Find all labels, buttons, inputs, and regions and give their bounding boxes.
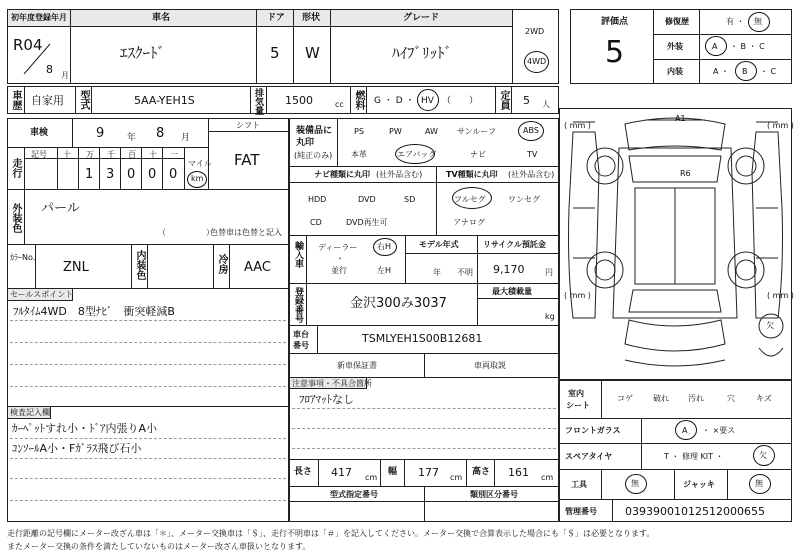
- chassis-label-1: 車台: [293, 330, 309, 339]
- divider: [424, 353, 425, 377]
- divider: [559, 443, 792, 444]
- divider: [10, 478, 286, 479]
- category: 自家用: [31, 94, 64, 107]
- divider: [653, 34, 792, 35]
- divider: [477, 283, 478, 325]
- displacement: 1500: [285, 94, 313, 107]
- divider: [292, 448, 556, 449]
- cc-unit: cc: [335, 100, 344, 109]
- divider: [289, 325, 559, 326]
- inspector-line-2: ｺﾝｿｰﾙA小・Fｶﾞﾗｽ飛び石小: [12, 442, 142, 455]
- exterior-grade-label: 外装: [667, 42, 683, 51]
- equip-tv: TV: [527, 150, 538, 159]
- shape-label: 形状: [302, 13, 321, 23]
- divider: [559, 469, 792, 470]
- mileage-unit-km: km: [191, 174, 204, 183]
- fuel-paren: （ ）: [442, 96, 479, 106]
- width-label: 幅: [388, 467, 398, 477]
- mileage-d3: 0: [127, 167, 136, 182]
- shift: FAT: [234, 151, 260, 169]
- registration-label: 登録番号: [293, 287, 303, 323]
- sales-point-label: セールスポイント: [10, 290, 74, 299]
- insp-month-unit: 月: [181, 133, 191, 143]
- mileage-h5: 十: [149, 150, 157, 159]
- inspector-line-1: ｶｰﾍﾟｯﾄすれ小・ﾄﾞｱ内張りA小: [12, 422, 158, 435]
- exterior-note: 色替車は色替と記入: [210, 228, 282, 237]
- divider: [10, 364, 286, 365]
- shape: W: [305, 44, 320, 62]
- equipment-label-2: 丸印: [296, 138, 315, 148]
- ac-value: AAC: [244, 260, 271, 275]
- recycle-yen: 円: [545, 268, 553, 277]
- width: 177: [418, 466, 439, 479]
- divider: [653, 59, 792, 60]
- chassis-number: TSMLYEH1S00B12681: [362, 332, 483, 345]
- ac-label: 冷房: [216, 254, 227, 274]
- height-unit: cm: [541, 473, 554, 482]
- navi-label: ナビ種類に丸印: [314, 170, 370, 179]
- class-number-label: 類別区分番号: [470, 490, 518, 499]
- divider: [208, 118, 209, 190]
- notes-text: ﾌﾛｱﾏｯﾄなし: [299, 393, 354, 406]
- exterior-grade-sel: A: [712, 42, 718, 51]
- tv-oneseg: ワンセグ: [508, 195, 540, 204]
- interior-grade-a: A ・: [713, 67, 730, 76]
- spare-opts: T ・ 修理 KIT ・: [664, 452, 724, 461]
- seat-label-1: 室内: [568, 389, 584, 398]
- divider: [162, 147, 163, 190]
- divider: [699, 9, 700, 84]
- registration-number: 金沢300み3037: [350, 296, 447, 311]
- max-load-unit: kg: [545, 312, 555, 321]
- mileage-d2: 3: [106, 167, 115, 182]
- equipment-label-1: 装備品に: [296, 126, 333, 136]
- import-label: 輸入車: [293, 241, 303, 268]
- repair-no: 無: [754, 17, 762, 26]
- footer-line-2: またメーター交換の条件を満たしていないものはメーター改ざん車扱いとなります。: [7, 542, 311, 551]
- repair-yes: 有 ・: [726, 17, 745, 26]
- tools-sel: 無: [631, 479, 639, 488]
- car-diagram: [559, 108, 792, 380]
- warranty-manual: 車両取説: [474, 361, 506, 370]
- spare-label: スペアタイヤ: [565, 452, 613, 461]
- divider: [292, 428, 556, 429]
- divider: [559, 499, 792, 500]
- divider: [337, 118, 338, 166]
- seat-opt-1: コゲ: [617, 394, 633, 403]
- max-load-label: 最大積載量: [492, 287, 532, 296]
- doors: 5: [270, 44, 280, 62]
- divider: [380, 459, 381, 486]
- divider: [641, 418, 642, 443]
- mileage-h2: 万: [86, 150, 94, 159]
- divider: [99, 147, 100, 190]
- mgmt-number: 0393900101251200065​5: [625, 505, 765, 518]
- divider: [404, 459, 405, 486]
- divider: [24, 147, 25, 190]
- divider: [120, 147, 121, 190]
- rating-score: 5: [605, 35, 625, 70]
- divider: [641, 443, 642, 469]
- length-unit: cm: [365, 473, 378, 482]
- recycle-label: リサイクル預託金: [483, 240, 546, 249]
- mileage-h6: 一: [170, 150, 178, 159]
- mm-label-2: ( mm ): [767, 121, 794, 130]
- divider: [424, 486, 425, 522]
- recycle-value: 9,170: [493, 263, 525, 276]
- divider: [24, 86, 25, 114]
- divider: [7, 244, 289, 245]
- rating-label: 評価点: [601, 17, 629, 27]
- exterior-color: パール: [41, 201, 80, 216]
- repair-label: 修復歴: [665, 17, 689, 26]
- divider: [511, 86, 512, 114]
- divider: [674, 469, 675, 499]
- jack-sel: 無: [755, 479, 763, 488]
- height: 161: [508, 466, 529, 479]
- interior-grade-label: 内装: [667, 67, 683, 76]
- divider: [250, 86, 251, 114]
- tv-analog: アナログ: [453, 218, 485, 227]
- divider: [477, 298, 559, 299]
- divider: [72, 118, 73, 148]
- divider: [405, 235, 406, 283]
- divider: [10, 438, 286, 439]
- mileage-h3: 千: [107, 150, 115, 159]
- divider: [7, 147, 208, 148]
- divider: [495, 86, 496, 114]
- divider: [131, 244, 132, 288]
- mileage-h0: 記号: [31, 150, 47, 159]
- type-number-label: 型式指定番号: [330, 490, 378, 499]
- divider: [289, 459, 559, 460]
- car-name: ｴｽｸｰﾄﾞ: [120, 44, 166, 62]
- divider: [292, 408, 556, 409]
- divider: [727, 469, 728, 499]
- model-label: 型式: [78, 90, 89, 110]
- divider: [289, 501, 559, 502]
- drive-4wd: 4WD: [527, 57, 547, 66]
- shift-label: シフト: [236, 121, 260, 130]
- drive-2wd: 2WD: [525, 27, 545, 36]
- model-year-unknown: 不明: [457, 268, 473, 277]
- interior-color-label: 内装色: [134, 250, 145, 280]
- divider: [436, 166, 437, 235]
- exterior-paren: （ ）: [158, 228, 214, 237]
- divider: [601, 380, 602, 418]
- divider: [289, 166, 559, 167]
- equip-pw: PW: [389, 127, 402, 136]
- divider: [91, 86, 92, 114]
- divider: [10, 342, 286, 343]
- mm-label-4: ( mm ): [767, 291, 794, 300]
- fuel-label: 燃料: [353, 90, 364, 110]
- insp-year-unit: 年: [127, 133, 137, 143]
- grade: ﾊｲﾌﾞﾘｯﾄﾞ: [392, 44, 453, 62]
- navi-sd: SD: [404, 195, 416, 204]
- seat-opt-3: 汚れ: [688, 394, 704, 403]
- color-no-label: ｶﾗｰNo.: [10, 253, 36, 262]
- divider: [306, 235, 307, 283]
- notes-label: 注意事項・不具合箇所: [292, 379, 372, 388]
- tv-label: TV種類に丸印: [446, 170, 498, 179]
- divider: [266, 86, 267, 114]
- navi-hdd: HDD: [308, 195, 327, 204]
- inspector-label: 検査記入欄: [10, 408, 50, 417]
- reg-month: 8: [46, 63, 53, 76]
- reg-month-unit: 月: [61, 71, 69, 80]
- mileage-label: 走行: [10, 158, 21, 178]
- glass-label: フロントガラス: [565, 426, 621, 435]
- glass-rest: ・ ×要ス: [702, 426, 736, 435]
- equipment-sub: (純正のみ): [294, 151, 333, 160]
- interior-grade-c: ・ C: [760, 67, 777, 76]
- category-label: 車歴: [10, 90, 21, 110]
- import-dot: ・: [336, 254, 344, 263]
- inspection-label: 車検: [30, 128, 49, 138]
- seat-opt-2: 破れ: [653, 394, 669, 403]
- divider: [289, 235, 559, 236]
- length-label: 長さ: [294, 467, 313, 477]
- equip-airbag: エアバッグ: [397, 150, 437, 159]
- equip-aw: AW: [425, 127, 438, 136]
- warranty-new: 新車保証書: [337, 361, 377, 370]
- spare-sel: 欠: [759, 451, 767, 460]
- exterior-label: 外装色: [10, 203, 21, 233]
- insp-month: 8: [156, 126, 165, 141]
- import-right: 右H: [377, 242, 392, 251]
- name-label: 車名: [152, 13, 171, 23]
- door-code: R6: [680, 169, 691, 178]
- mm-label-3: ( mm ): [564, 291, 591, 300]
- tv-fullseg: フルセグ: [454, 195, 486, 204]
- divider: [78, 147, 79, 190]
- height-label: 高さ: [472, 467, 491, 477]
- divider: [601, 469, 602, 499]
- import-dealer: ディーラー: [318, 243, 358, 252]
- divider: [10, 500, 286, 501]
- width-unit: cm: [450, 473, 463, 482]
- mileage-h4: 百: [128, 150, 136, 159]
- navi-dvd: DVD: [358, 195, 376, 204]
- divider: [10, 320, 286, 321]
- divider: [405, 253, 559, 254]
- navi-dvd-play: DVD再生可: [346, 218, 388, 227]
- model: 5AA-YEH1S: [134, 94, 195, 107]
- divider: [317, 325, 318, 353]
- divider: [57, 147, 58, 190]
- roof-code: A1: [675, 114, 686, 123]
- divider: [10, 458, 286, 459]
- sales-point-text: ﾌﾙﾀｲﾑ4WD 8型ﾅﾋﾞ 衝突軽減B: [13, 305, 175, 318]
- interior-grade-sel: B: [742, 67, 748, 76]
- divider: [7, 189, 289, 190]
- import-parallel: 並行: [331, 266, 347, 275]
- divider: [229, 244, 230, 288]
- insp-year: 9: [96, 126, 105, 141]
- mileage-d1: 1: [85, 167, 94, 182]
- capacity: 5: [523, 94, 530, 107]
- footer-line-1: 走行距離の記号欄にメーター改ざん車は「＊」、メーター交換車は「＄」、走行不明車は「＃」を記入してください。メーター交換で合算表示した場合にも「＄」は必要となります。: [7, 529, 655, 538]
- divider: [477, 235, 478, 283]
- mileage-d4: 0: [148, 167, 157, 182]
- divider: [306, 283, 307, 325]
- divider: [494, 459, 495, 486]
- capacity-unit: 人: [542, 100, 550, 109]
- glass-sel: A: [682, 426, 688, 435]
- divider: [466, 459, 467, 486]
- displacement-label: 排気量: [253, 88, 263, 115]
- seat-opt-4: 穴: [727, 394, 735, 403]
- divider: [289, 283, 559, 284]
- equip-leather: 本革: [351, 150, 367, 159]
- divider: [213, 244, 214, 288]
- tools-label: 工具: [571, 480, 587, 489]
- divider: [318, 459, 319, 486]
- divider: [184, 147, 185, 190]
- divider: [289, 182, 559, 183]
- mileage-unit-mile: マイル: [188, 159, 212, 168]
- fuel-options: G ・ D ・: [374, 96, 415, 106]
- chassis-label-2: 番号: [293, 341, 309, 350]
- equip-sunroof: サンルーフ: [457, 127, 496, 136]
- chip-mark: 欠: [766, 321, 774, 330]
- divider: [147, 244, 148, 288]
- model-year-label: モデル年式: [419, 240, 459, 249]
- model-year-unit: 年: [433, 268, 441, 277]
- divider: [75, 86, 76, 114]
- tv-sub: (社外品含む): [508, 170, 555, 179]
- equip-navi: ナビ: [470, 150, 486, 159]
- reg-year: R04: [13, 36, 43, 54]
- mgmt-label: 管理番号: [565, 507, 597, 516]
- divider: [35, 244, 36, 288]
- divider: [559, 418, 792, 419]
- divider: [208, 131, 289, 132]
- divider: [653, 9, 654, 84]
- color-no: ZNL: [63, 260, 89, 275]
- exterior-grade-rest: ・ B ・ C: [730, 42, 765, 51]
- capacity-label: 定員: [498, 90, 509, 110]
- jack-label: ジャッキ: [683, 480, 715, 489]
- first-reg-label: 初年度登録年月: [11, 13, 67, 22]
- seat-opt-5: キズ: [756, 394, 772, 403]
- equip-abs: ABS: [523, 126, 539, 135]
- mm-label-1: ( mm ): [564, 121, 591, 130]
- grade-label: グレード: [403, 13, 440, 23]
- divider: [141, 147, 142, 190]
- equip-ps: PS: [354, 127, 364, 136]
- fuel-selected: HV: [421, 96, 434, 106]
- seat-label-2: シート: [566, 401, 590, 410]
- length: 417: [331, 466, 352, 479]
- divider: [612, 499, 613, 522]
- divider: [24, 158, 184, 159]
- divider: [24, 189, 25, 244]
- import-left: 左H: [377, 266, 392, 275]
- mileage-h1: 十: [63, 150, 71, 159]
- navi-cd: CD: [310, 218, 322, 227]
- navi-sub: (社外品含む): [376, 170, 423, 179]
- door-label: ドア: [267, 13, 285, 23]
- divider: [350, 86, 351, 114]
- divider: [366, 86, 367, 114]
- mileage-d5: 0: [169, 167, 178, 182]
- divider: [10, 386, 286, 387]
